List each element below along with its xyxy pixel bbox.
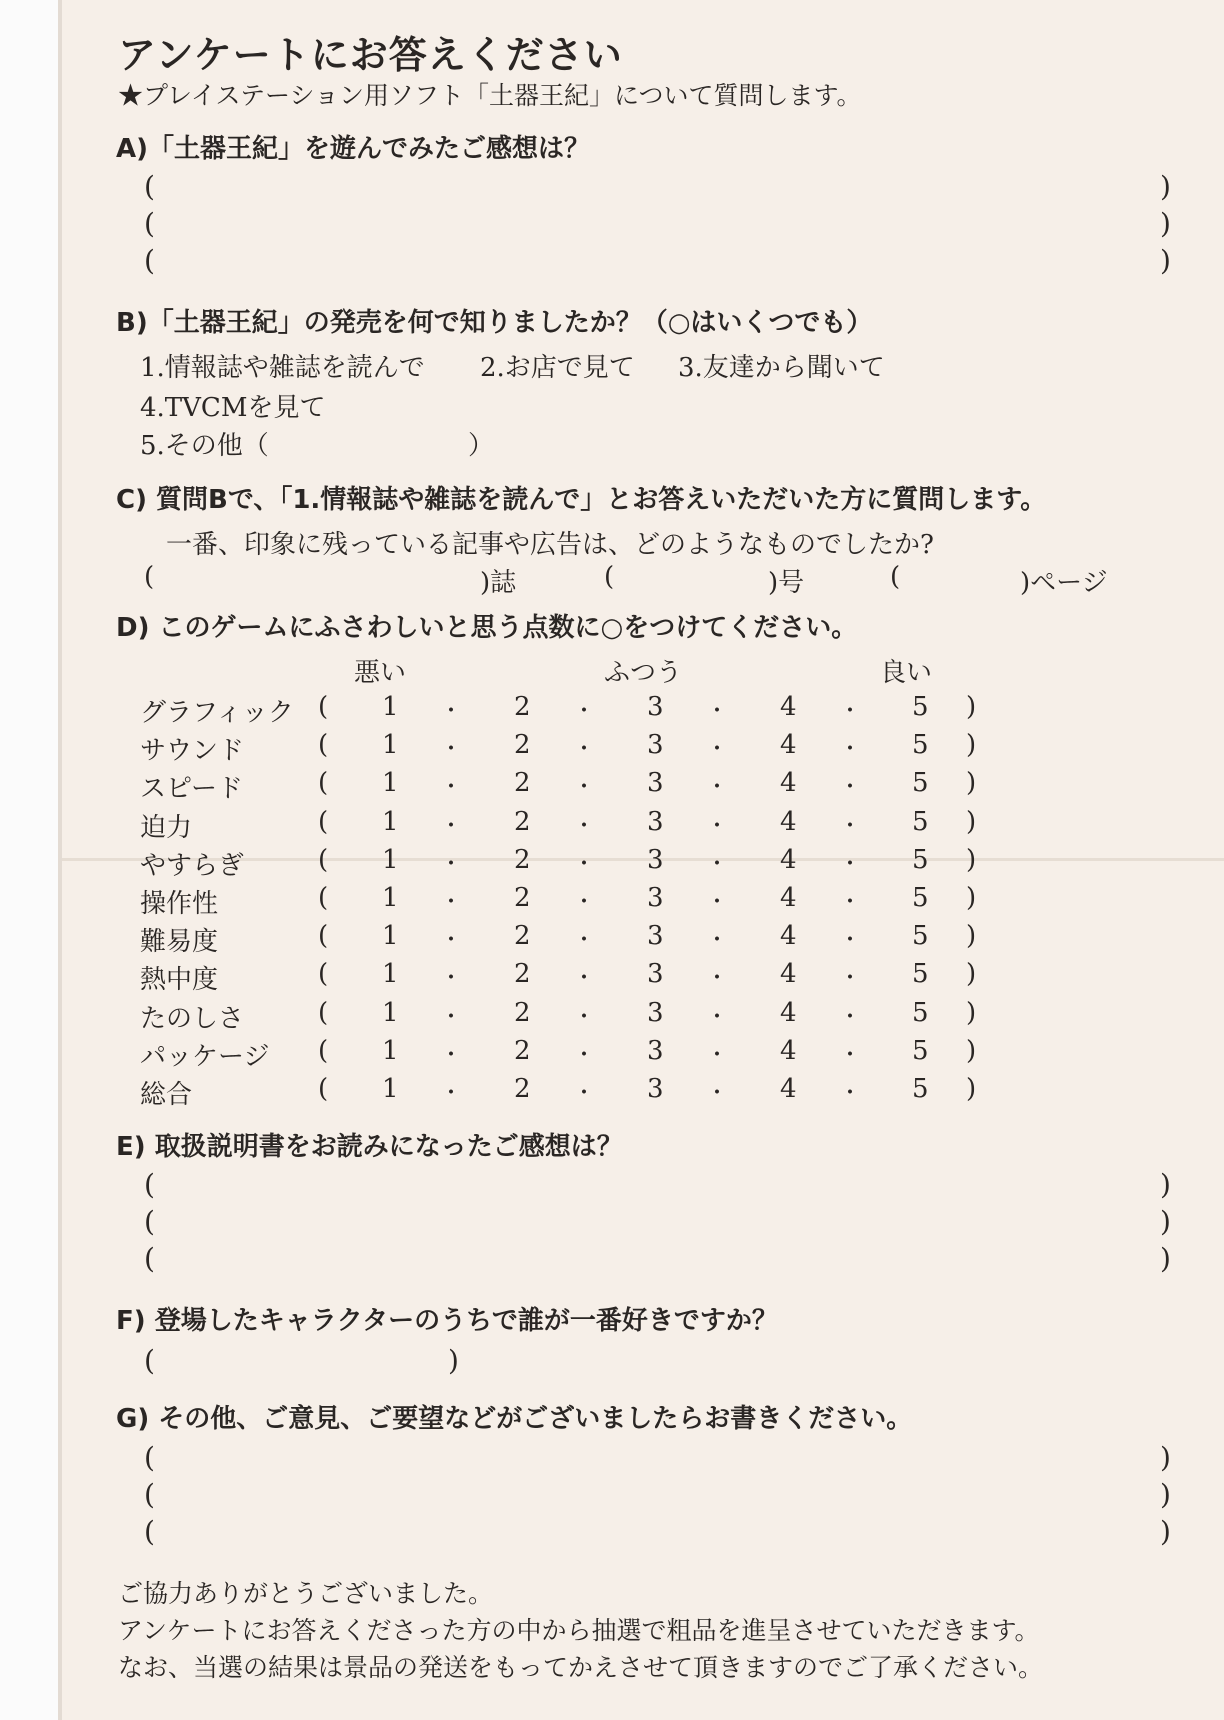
- answer-e-open-paren-1: (: [144, 1168, 155, 1201]
- score-separator: ・: [706, 966, 729, 991]
- score-option[interactable]: 1: [382, 845, 399, 875]
- closing-prize-notice: アンケートにお答えくださった方の中から抽選で粗品を進呈させていただきます。: [118, 1616, 1040, 1645]
- score-option[interactable]: 4: [780, 730, 797, 760]
- score-separator: ・: [440, 737, 463, 762]
- question-d: D) このゲームにふさわしいと思う点数に○をつけてください。: [116, 613, 858, 643]
- score-option[interactable]: 3: [647, 768, 664, 798]
- score-option[interactable]: 1: [382, 998, 399, 1028]
- score-option[interactable]: 3: [647, 807, 664, 837]
- score-separator: ・: [573, 814, 596, 839]
- score-option[interactable]: 1: [382, 807, 399, 837]
- score-option[interactable]: 2: [514, 921, 531, 951]
- score-option[interactable]: 2: [514, 768, 531, 798]
- answer-g-close-paren-1: ): [1160, 1441, 1171, 1474]
- score-separator: ・: [573, 1081, 596, 1106]
- score-option[interactable]: 1: [382, 921, 399, 951]
- rating-close-paren: ): [966, 807, 977, 837]
- score-option[interactable]: 4: [780, 959, 797, 989]
- score-option[interactable]: 4: [780, 1074, 797, 1104]
- score-separator: ・: [440, 1005, 463, 1030]
- score-option[interactable]: 4: [780, 921, 797, 951]
- score-option[interactable]: 5: [912, 883, 929, 913]
- rating-open-paren: (: [318, 730, 329, 760]
- score-option[interactable]: 4: [780, 845, 797, 875]
- answer-a-close-paren-3: ): [1160, 244, 1171, 277]
- question-a: A)「土器王紀」を遊んでみたご感想は？: [116, 134, 591, 164]
- score-separator: ・: [706, 1005, 729, 1030]
- answer-a-close-paren-2: ): [1160, 207, 1171, 240]
- rating-open-paren: (: [318, 921, 329, 951]
- score-separator: ・: [706, 814, 729, 839]
- score-separator: ・: [839, 1081, 862, 1106]
- score-separator: ・: [839, 814, 862, 839]
- score-option[interactable]: 2: [514, 959, 531, 989]
- score-option[interactable]: 5: [912, 998, 929, 1028]
- score-option[interactable]: 1: [382, 692, 399, 722]
- score-option[interactable]: 5: [912, 959, 929, 989]
- rating-row-label: スピード: [140, 774, 243, 804]
- score-option[interactable]: 2: [514, 998, 531, 1028]
- score-option[interactable]: 2: [514, 1074, 531, 1104]
- score-option[interactable]: 5: [912, 692, 929, 722]
- question-g: G) その他、ご意見、ご要望などがございましたらお書きください。: [116, 1404, 913, 1434]
- score-option[interactable]: 4: [780, 768, 797, 798]
- rating-close-paren: ): [966, 1074, 977, 1104]
- rating-open-paren: (: [318, 692, 329, 722]
- rating-close-paren: ): [966, 845, 977, 875]
- scale-label-average: ふつう: [604, 658, 683, 688]
- rating-open-paren: (: [318, 768, 329, 798]
- score-separator: ・: [839, 1043, 862, 1068]
- rating-row-label: 熱中度: [140, 965, 219, 995]
- score-option[interactable]: 3: [647, 921, 664, 951]
- score-option[interactable]: 5: [912, 845, 929, 875]
- option-b4: 4.TVCMを見て: [140, 393, 326, 423]
- score-option[interactable]: 1: [382, 768, 399, 798]
- page-title: アンケートにお答えください: [118, 33, 623, 77]
- option-b5: 5.その他（: [140, 431, 269, 461]
- answer-f-open-paren: (: [144, 1344, 155, 1377]
- rating-close-paren: ): [966, 1036, 977, 1066]
- option-b1: 1.情報誌や雑誌を読んで: [140, 353, 425, 383]
- score-separator: ・: [706, 699, 729, 724]
- rating-close-paren: ): [966, 998, 977, 1028]
- rating-close-paren: ): [966, 730, 977, 760]
- question-e: E) 取扱説明書をお読みになったご感想は？: [116, 1132, 623, 1162]
- score-option[interactable]: 1: [382, 730, 399, 760]
- score-option[interactable]: 3: [647, 730, 664, 760]
- score-option[interactable]: 5: [912, 807, 929, 837]
- answer-e-close-paren-2: ): [1160, 1205, 1171, 1238]
- score-separator: ・: [573, 966, 596, 991]
- answer-a-open-paren-3: (: [144, 244, 155, 277]
- score-separator: ・: [706, 775, 729, 800]
- answer-a-open-paren-2: (: [144, 207, 155, 240]
- score-separator: ・: [440, 1081, 463, 1106]
- score-separator: ・: [440, 1043, 463, 1068]
- rating-open-paren: (: [318, 998, 329, 1028]
- rating-close-paren: ): [966, 959, 977, 989]
- score-separator: ・: [440, 814, 463, 839]
- question-f: F) 登場したキャラクターのうちで誰が一番好きですか？: [116, 1306, 778, 1336]
- score-separator: ・: [839, 852, 862, 877]
- rating-close-paren: ): [966, 692, 977, 722]
- issue-open-paren: (: [604, 562, 615, 592]
- magazine-open-paren: (: [144, 562, 155, 592]
- answer-e-close-paren-3: ): [1160, 1242, 1171, 1275]
- answer-f-close-paren: ): [448, 1344, 459, 1377]
- score-option[interactable]: 3: [647, 1074, 664, 1104]
- score-separator: ・: [839, 699, 862, 724]
- score-option[interactable]: 1: [382, 959, 399, 989]
- answer-a-close-paren-1: ): [1160, 170, 1171, 203]
- rating-row-label: 総合: [140, 1080, 193, 1110]
- score-separator: ・: [573, 1005, 596, 1030]
- page-number-suffix: )ページ: [1020, 568, 1108, 598]
- score-option[interactable]: 5: [912, 768, 929, 798]
- score-separator: ・: [440, 928, 463, 953]
- score-separator: ・: [573, 1043, 596, 1068]
- score-option[interactable]: 4: [780, 1036, 797, 1066]
- score-option[interactable]: 5: [912, 1036, 929, 1066]
- score-option[interactable]: 2: [514, 883, 531, 913]
- score-separator: ・: [440, 966, 463, 991]
- score-option[interactable]: 2: [514, 692, 531, 722]
- scan-left-margin: [0, 0, 58, 1720]
- answer-g-close-paren-2: ): [1160, 1478, 1171, 1511]
- rating-close-paren: ): [966, 921, 977, 951]
- score-option[interactable]: 1: [382, 1036, 399, 1066]
- score-option[interactable]: 2: [514, 845, 531, 875]
- score-option[interactable]: 4: [780, 807, 797, 837]
- score-option[interactable]: 3: [647, 845, 664, 875]
- score-separator: ・: [839, 928, 862, 953]
- score-separator: ・: [573, 852, 596, 877]
- issue-number-suffix: )号: [768, 568, 805, 598]
- score-option[interactable]: 1: [382, 1074, 399, 1104]
- score-separator: ・: [706, 1081, 729, 1106]
- rating-open-paren: (: [318, 807, 329, 837]
- option-b3: 3.友達から聞いて: [678, 353, 885, 383]
- score-separator: ・: [440, 890, 463, 915]
- score-separator: ・: [706, 852, 729, 877]
- answer-g-open-paren-1: (: [144, 1441, 155, 1474]
- rating-open-paren: (: [318, 845, 329, 875]
- closing-winner-notice: なお、当選の結果は景品の発送をもってかえさせて頂きますのでご了承ください。: [118, 1653, 1044, 1682]
- score-separator: ・: [706, 890, 729, 915]
- closing-thanks: ご協力ありがとうございました。: [118, 1579, 494, 1608]
- rating-row-label: 難易度: [140, 927, 219, 957]
- rating-open-paren: (: [318, 883, 329, 913]
- survey-sheet: [62, 0, 1224, 1720]
- answer-g-open-paren-2: (: [144, 1478, 155, 1511]
- score-separator: ・: [839, 966, 862, 991]
- score-option[interactable]: 3: [647, 1036, 664, 1066]
- score-option[interactable]: 3: [647, 998, 664, 1028]
- score-option[interactable]: 2: [514, 807, 531, 837]
- scale-label-bad: 悪い: [354, 658, 407, 688]
- rating-row-label: サウンド: [140, 736, 245, 766]
- magazine-name-suffix: )誌: [480, 568, 517, 598]
- score-separator: ・: [573, 890, 596, 915]
- score-separator: ・: [440, 852, 463, 877]
- rating-row-label: やすらぎ: [140, 851, 245, 881]
- rating-close-paren: ): [966, 883, 977, 913]
- page-open-paren: (: [890, 562, 901, 592]
- score-separator: ・: [440, 775, 463, 800]
- answer-e-close-paren-1: ): [1160, 1168, 1171, 1201]
- score-separator: ・: [839, 1005, 862, 1030]
- answer-g-close-paren-3: ): [1160, 1515, 1171, 1548]
- score-separator: ・: [839, 737, 862, 762]
- score-separator: ・: [573, 699, 596, 724]
- score-separator: ・: [440, 699, 463, 724]
- score-separator: ・: [706, 1043, 729, 1068]
- score-separator: ・: [839, 890, 862, 915]
- score-option[interactable]: 5: [912, 730, 929, 760]
- question-b: B)「土器王紀」の発売を何で知りましたか？（○はいくつでも）: [116, 308, 873, 338]
- question-c-sub: 一番、印象に残っている記事や広告は、どのようなものでしたか?: [166, 530, 934, 560]
- score-separator: ・: [573, 775, 596, 800]
- rating-row-label: 迫力: [140, 813, 193, 843]
- option-b2: 2.お店で見て: [480, 353, 635, 383]
- score-separator: ・: [706, 928, 729, 953]
- score-option[interactable]: 2: [514, 730, 531, 760]
- rating-close-paren: ): [966, 768, 977, 798]
- rating-open-paren: (: [318, 959, 329, 989]
- score-option[interactable]: 4: [780, 883, 797, 913]
- score-option[interactable]: 5: [912, 1074, 929, 1104]
- rating-row-label: 操作性: [140, 889, 219, 919]
- score-option[interactable]: 3: [647, 959, 664, 989]
- answer-e-open-paren-2: (: [144, 1205, 155, 1238]
- score-option[interactable]: 5: [912, 921, 929, 951]
- rating-row-label: たのしさ: [140, 1004, 245, 1034]
- score-option[interactable]: 3: [647, 883, 664, 913]
- score-separator: ・: [573, 737, 596, 762]
- score-separator: ・: [573, 928, 596, 953]
- rating-open-paren: (: [318, 1036, 329, 1066]
- scale-label-good: 良い: [880, 658, 933, 688]
- score-option[interactable]: 4: [780, 998, 797, 1028]
- option-b5-close-paren: ）: [468, 431, 495, 461]
- rating-row-label: パッケージ: [140, 1042, 270, 1072]
- score-option[interactable]: 1: [382, 883, 399, 913]
- rating-row-label: グラフィック: [140, 698, 294, 728]
- rating-open-paren: (: [318, 1074, 329, 1104]
- question-c: C) 質問Bで、「1.情報誌や雑誌を読んで」とお答えいただいた方に質問します。: [116, 485, 1047, 515]
- answer-e-open-paren-3: (: [144, 1242, 155, 1275]
- score-option[interactable]: 2: [514, 1036, 531, 1066]
- score-option[interactable]: 3: [647, 692, 664, 722]
- score-separator: ・: [839, 775, 862, 800]
- answer-g-open-paren-3: (: [144, 1515, 155, 1548]
- answer-a-open-paren-1: (: [144, 170, 155, 203]
- intro-text: ★プレイステーション用ソフト「土器王紀」について質問します。: [118, 81, 862, 110]
- score-option[interactable]: 4: [780, 692, 797, 722]
- score-separator: ・: [706, 737, 729, 762]
